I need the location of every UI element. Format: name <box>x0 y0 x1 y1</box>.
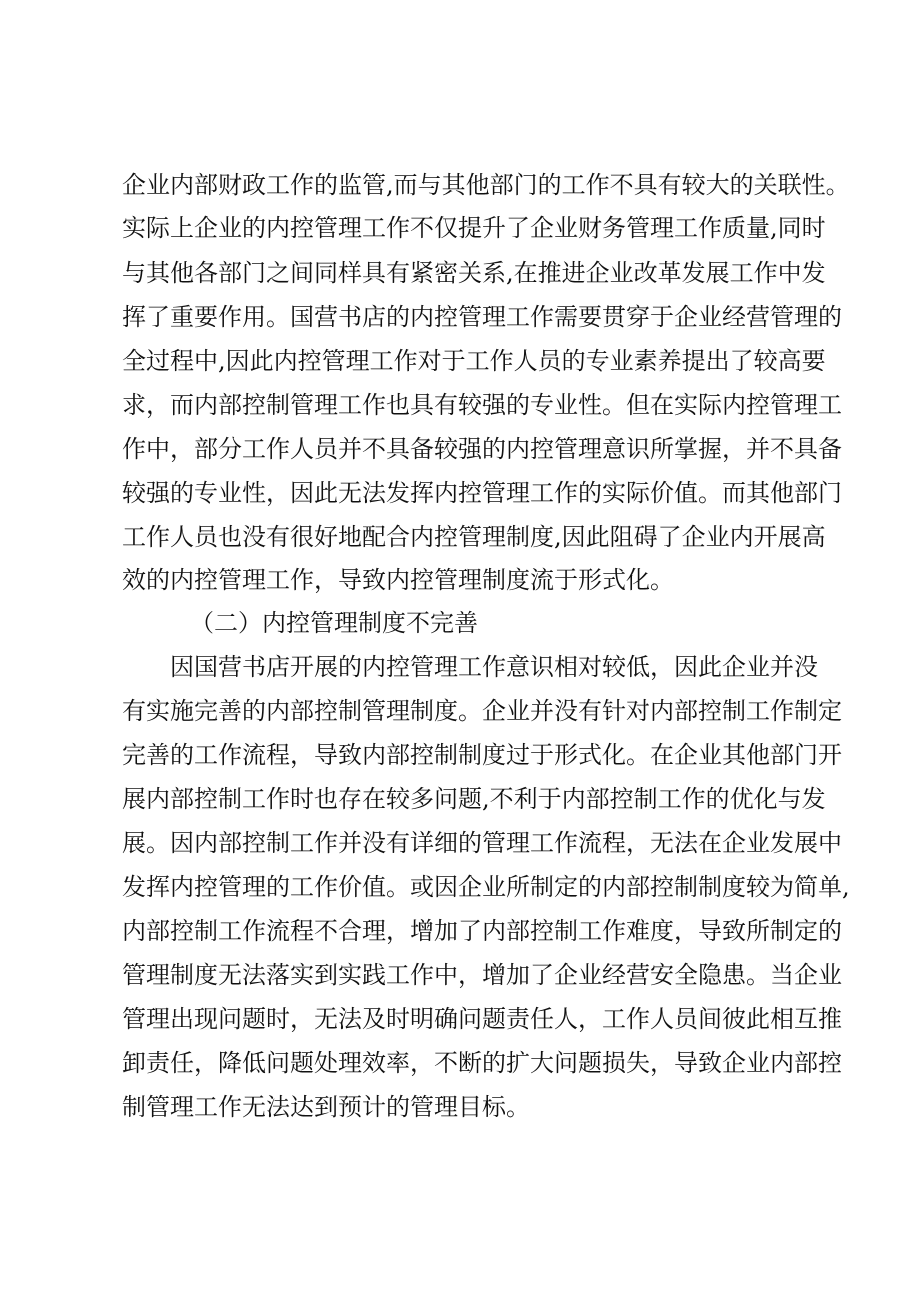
paragraph-1-line-9: 工作人员也没有很好地配合内控管理制度,因此阻碍了企业内开展高 <box>122 523 826 551</box>
paragraph-2-line-1: 因国营书店开展的内控管理工作意识相对较低，因此企业并没 <box>170 653 818 681</box>
paragraph-2-line-11: 制管理工作无法达到预计的管理目标。 <box>122 1093 530 1121</box>
paragraph-1-line-1: 企业内部财政工作的监管,而与其他部门的工作不具有较大的关联性。 <box>122 171 850 199</box>
paragraph-1-line-7: 作中，部分工作人员并不具备较强的内控管理意识所掌握，并不具备 <box>122 435 842 463</box>
paragraph-1-line-8: 较强的专业性，因此无法发挥内控管理工作的实际价值。而其他部门 <box>122 479 842 507</box>
paragraph-2-line-5: 展。因内部控制工作并没有详细的管理工作流程，无法在企业发展中 <box>122 829 842 857</box>
paragraph-1-line-5: 全过程中,因此内控管理工作对于工作人员的专业素养提出了较高要 <box>122 347 826 375</box>
paragraph-2-line-6: 发挥内控管理的工作价值。或因企业所制定的内部控制制度较为简单, <box>122 873 850 901</box>
paragraph-1-line-10: 效的内控管理工作，导致内控管理制度流于形式化。 <box>122 566 674 594</box>
paragraph-2-line-10: 卸责任，降低问题处理效率，不断的扩大问题损失，导致企业内部控 <box>122 1049 842 1077</box>
paragraph-2-line-7: 内部控制工作流程不合理，增加了内部控制工作难度，导致所制定的 <box>122 917 842 945</box>
paragraph-1-line-4: 挥了重要作用。国营书店的内控管理工作需要贯穿于企业经营管理的 <box>122 303 842 331</box>
paragraph-2-line-2: 有实施完善的内部控制管理制度。企业并没有针对内部控制工作制定 <box>122 697 842 725</box>
paragraph-1-line-2: 实际上企业的内控管理工作不仅提升了企业财务管理工作质量,同时 <box>122 214 826 242</box>
paragraph-2-line-9: 管理出现问题时，无法及时明确问题责任人，工作人员间彼此相互推 <box>122 1005 842 1033</box>
paragraph-2-line-8: 管理制度无法落实到实践工作中，增加了企业经营安全隐患。当企业 <box>122 961 842 989</box>
paragraph-2-line-4: 展内部控制工作时也存在较多问题,不利于内部控制工作的优化与发 <box>122 785 826 813</box>
paragraph-1-line-6: 求，而内部控制管理工作也具有较强的专业性。但在实际内控管理工 <box>122 391 842 419</box>
section-heading: （二）内控管理制度不完善 <box>190 609 478 637</box>
paragraph-1-line-3: 与其他各部门之间同样具有紧密关系,在推进企业改革发展工作中发 <box>122 259 826 287</box>
paragraph-2-line-3: 完善的工作流程，导致内部控制制度过于形式化。在企业其他部门开 <box>122 741 842 769</box>
